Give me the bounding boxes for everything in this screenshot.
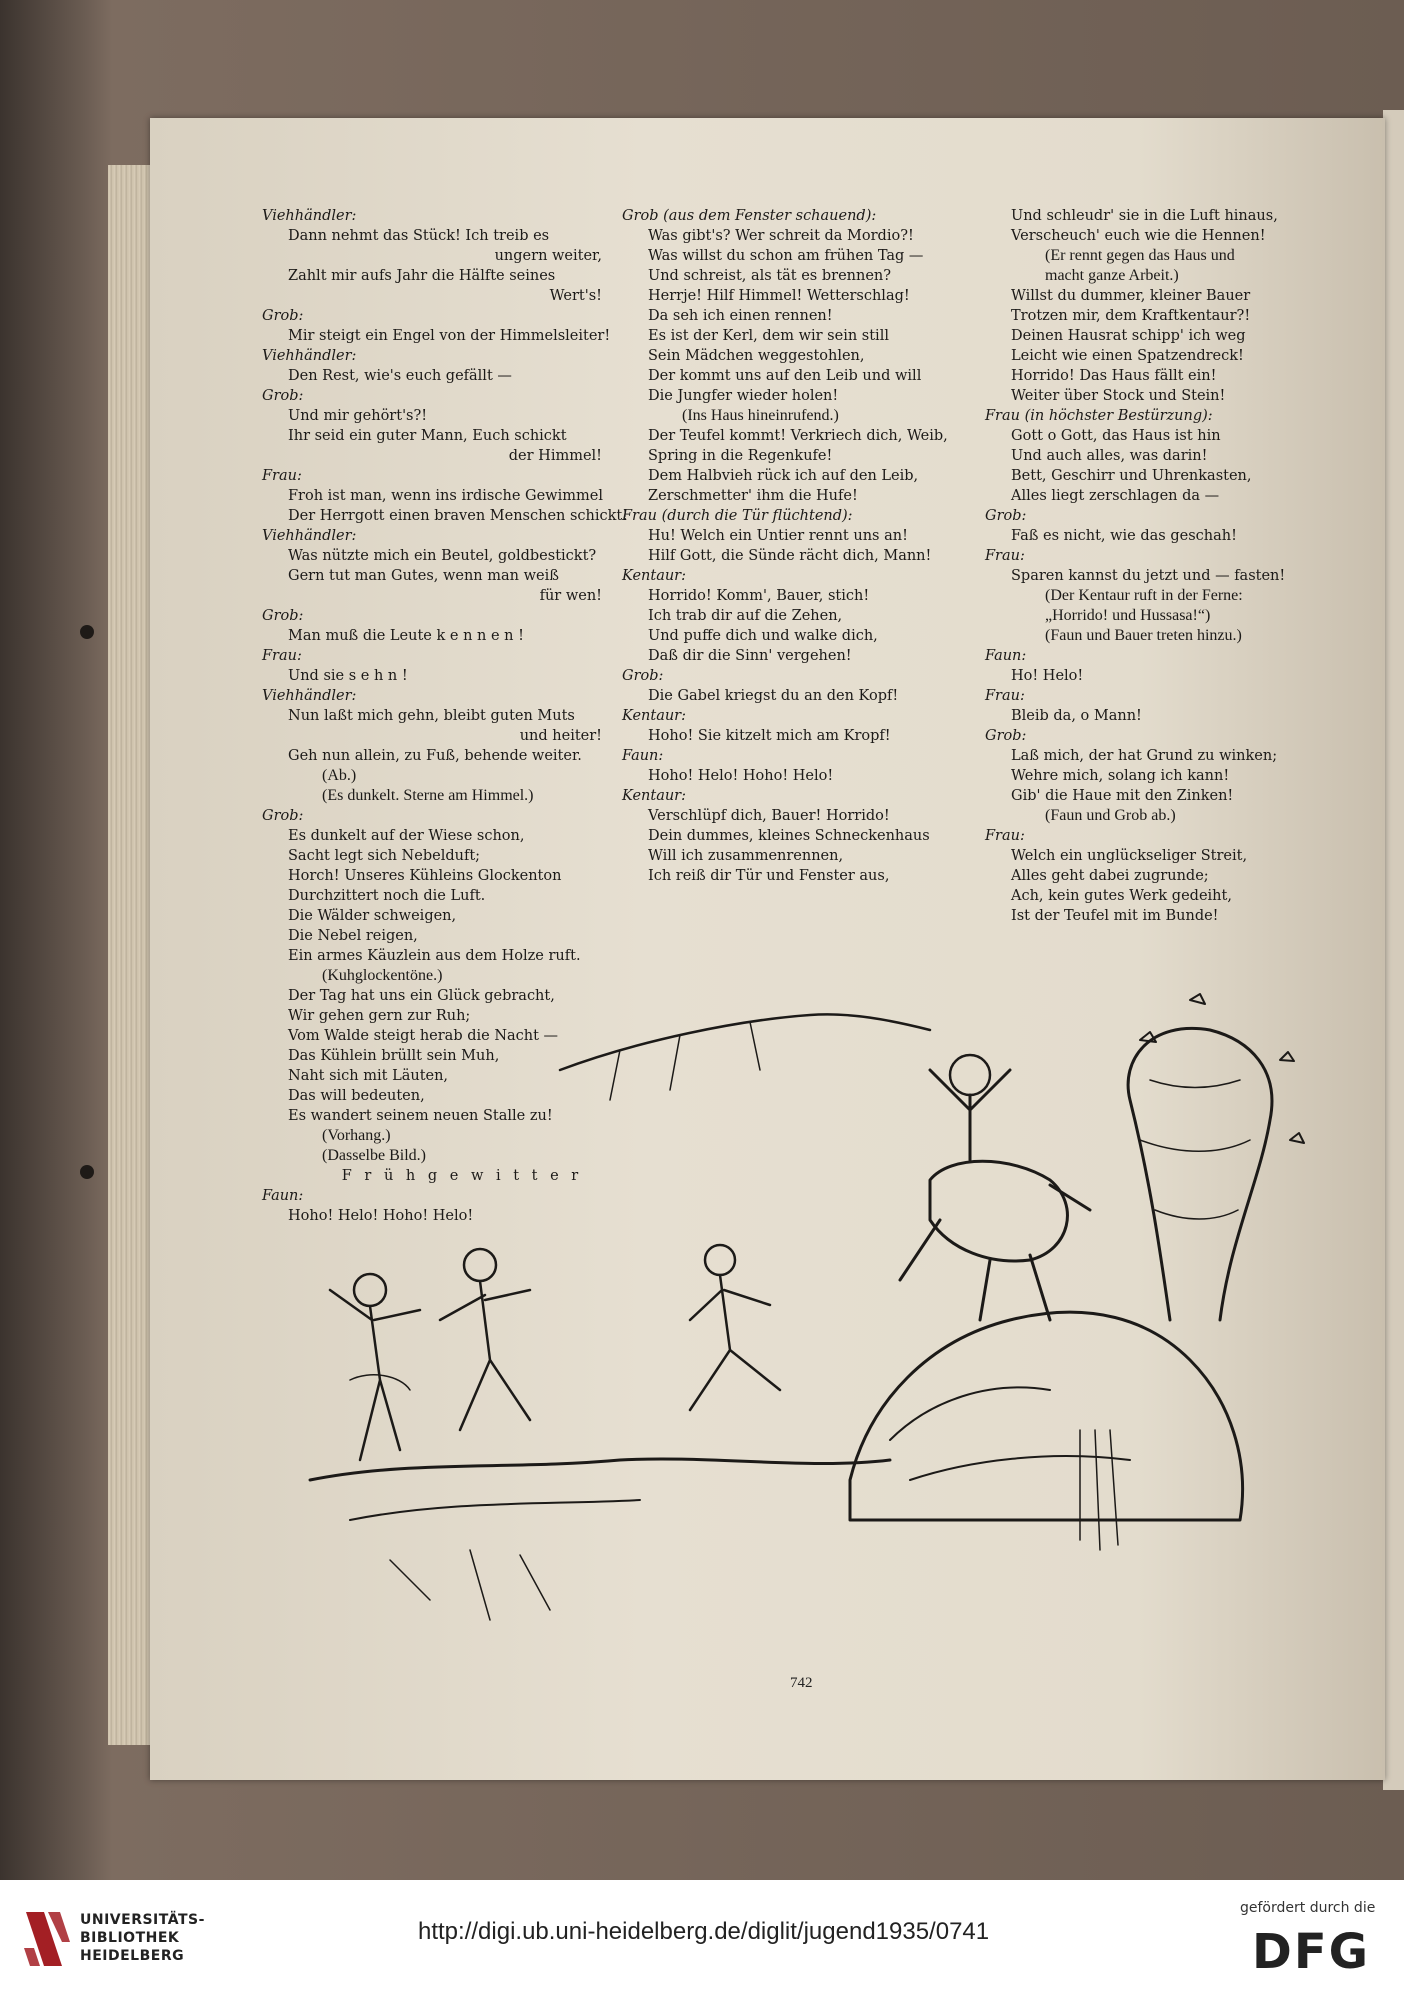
verse-line: Was gibt's? Wer schreit da Mordio?! bbox=[648, 228, 914, 244]
verse-line: Ich reiß dir Tür und Fenster aus, bbox=[648, 868, 890, 884]
page-number: 742 bbox=[790, 1675, 813, 1691]
university-name-line3: HEIDELBERG bbox=[80, 1948, 185, 1964]
facing-page-edge bbox=[1383, 110, 1404, 1790]
verse-line: Ho! Helo! bbox=[1011, 668, 1084, 684]
verse-line: Will ich zusammenrennen, bbox=[648, 848, 844, 864]
stage-direction: „Horrido! und Hussasa!“) bbox=[1045, 607, 1211, 624]
speaker-label: Grob (aus dem Fenster schauend): bbox=[622, 208, 877, 224]
verse-line: Es dunkelt auf der Wiese schon, bbox=[288, 828, 525, 844]
speaker-label: Grob: bbox=[262, 308, 304, 324]
verse-line: Die Nebel reigen, bbox=[288, 928, 418, 944]
verse-line: Verscheuch' euch wie die Hennen! bbox=[1011, 228, 1266, 244]
verse-line: Daß dir die Sinn' vergehen! bbox=[648, 648, 852, 664]
verse-line: Bleib da, o Mann! bbox=[1011, 708, 1142, 724]
verse-line: Verschlüpf dich, Bauer! Horrido! bbox=[648, 808, 890, 824]
verse-line: Der kommt uns auf den Leib und will bbox=[648, 368, 922, 384]
verse-line: Ihr seid ein guter Mann, Euch schickt bbox=[288, 428, 567, 444]
verse-line: Zerschmetter' ihm die Hufe! bbox=[648, 488, 858, 504]
verse-line: Mir steigt ein Engel von der Himmelsleiter! bbox=[288, 328, 611, 344]
verse-line: Nun laßt mich gehn, bleibt guten Muts bbox=[288, 708, 575, 724]
verse-line: Und schreist, als tät es brennen? bbox=[648, 268, 892, 284]
binding-rivet bbox=[80, 625, 94, 639]
verse-line: Wehre mich, solang ich kann! bbox=[1011, 768, 1230, 784]
speaker-label: Viehhändler: bbox=[262, 528, 357, 544]
verse-line: Horrido! Komm', Bauer, stich! bbox=[648, 588, 870, 604]
verse-line: Vom Walde steigt herab die Nacht — bbox=[288, 1028, 559, 1044]
speaker-label: Grob: bbox=[985, 728, 1027, 744]
verse-line: Wert's! bbox=[549, 288, 602, 304]
verse-line: Spring in die Regenkufe! bbox=[648, 448, 833, 464]
verse-line: Hu! Welch ein Untier rennt uns an! bbox=[648, 528, 908, 544]
verse-line: Und schleudr' sie in die Luft hinaus, bbox=[1011, 208, 1278, 224]
speaker-label: Viehhändler: bbox=[262, 688, 357, 704]
verse-line: Hoho! Helo! Hoho! Helo! bbox=[648, 768, 834, 784]
verse-line: Hoho! Helo! Hoho! Helo! bbox=[288, 1208, 474, 1224]
speaker-label: Frau (in höchster Bestürzung): bbox=[985, 408, 1213, 424]
verse-line: Die Jungfer wieder holen! bbox=[648, 388, 839, 404]
ink-illustration-centaur-faun bbox=[290, 960, 1340, 1660]
verse-line: Der Teufel kommt! Verkriech dich, Weib, bbox=[648, 428, 948, 444]
verse-line: Und auch alles, was darin! bbox=[1011, 448, 1208, 464]
verse-line: Die Gabel kriegst du an den Kopf! bbox=[648, 688, 899, 704]
verse-line: Weiter über Stock und Stein! bbox=[1011, 388, 1226, 404]
speaker-label: Faun: bbox=[985, 648, 1027, 664]
stage-direction: (Ab.) bbox=[322, 767, 357, 784]
verse-line: und heiter! bbox=[519, 728, 602, 744]
speaker-label: Frau: bbox=[985, 828, 1025, 844]
verse-line: Die Wälder schweigen, bbox=[288, 908, 457, 924]
verse-line: Und mir gehört's?! bbox=[288, 408, 428, 424]
dfg-logo: DFG bbox=[1252, 1924, 1371, 1980]
stage-direction: (Vorhang.) bbox=[322, 1127, 391, 1144]
verse-line: Gib' die Haue mit den Zinken! bbox=[1011, 788, 1234, 804]
verse-line: Sein Mädchen weggestohlen, bbox=[648, 348, 865, 364]
verse-line: Man muß die Leute k e n n e n ! bbox=[288, 628, 524, 644]
verse-line: Laß mich, der hat Grund zu winken; bbox=[1011, 748, 1278, 764]
verse-line: Ein armes Käuzlein aus dem Holze ruft. bbox=[288, 948, 581, 964]
stage-direction: (Es dunkelt. Sterne am Himmel.) bbox=[322, 787, 534, 804]
verse-line: Da seh ich einen rennen! bbox=[648, 308, 833, 324]
verse-line: Ist der Teufel mit im Bunde! bbox=[1011, 908, 1219, 924]
speaker-label: Frau: bbox=[262, 648, 302, 664]
verse-line: Sacht legt sich Nebelduft; bbox=[288, 848, 481, 864]
verse-line: der Himmel! bbox=[508, 448, 602, 464]
verse-line: für wen! bbox=[539, 588, 602, 604]
verse-line: Bett, Geschirr und Uhrenkasten, bbox=[1011, 468, 1252, 484]
speaker-label: Grob: bbox=[262, 608, 304, 624]
verse-line: Der Herrgott einen braven Menschen schickt! bbox=[288, 508, 629, 524]
speaker-label: Kentaur: bbox=[622, 788, 686, 804]
verse-line: Das will bedeuten, bbox=[288, 1088, 425, 1104]
verse-line: Froh ist man, wenn ins irdische Gewimmel bbox=[288, 488, 603, 504]
speaker-label: Faun: bbox=[622, 748, 664, 764]
verse-line: Es ist der Kerl, dem wir sein still bbox=[648, 328, 889, 344]
verse-line: Trotzen mir, dem Kraftkentaur?! bbox=[1011, 308, 1251, 324]
verse-line: Es wandert seinem neuen Stalle zu! bbox=[288, 1108, 553, 1124]
verse-line: Dann nehmt das Stück! Ich treib es bbox=[288, 228, 550, 244]
scene-title: F r ü h g e w i t t e r bbox=[341, 1168, 583, 1184]
stage-direction: (Er rennt gegen das Haus und bbox=[1045, 247, 1235, 264]
verse-line: Deinen Hausrat schipp' ich weg bbox=[1011, 328, 1246, 344]
text-column-right bbox=[985, 206, 1305, 926]
speaker-label: Frau: bbox=[985, 688, 1025, 704]
verse-line: Dem Halbvieh rück ich auf den Leib, bbox=[648, 468, 919, 484]
speaker-label: Kentaur: bbox=[622, 708, 686, 724]
stage-direction: (Kuhglockentöne.) bbox=[322, 967, 443, 984]
verse-line: Horrido! Das Haus fällt ein! bbox=[1011, 368, 1217, 384]
stage-direction: (Faun und Bauer treten hinzu.) bbox=[1045, 627, 1242, 644]
verse-line: Was nützte mich ein Beutel, goldbestickt? bbox=[288, 548, 597, 564]
verse-line: Durchzittert noch die Luft. bbox=[288, 888, 486, 904]
verse-line: ungern weiter, bbox=[494, 248, 602, 264]
speaker-label: Kentaur: bbox=[622, 568, 686, 584]
verse-line: Hilf Gott, die Sünde rächt dich, Mann! bbox=[648, 548, 932, 564]
verse-line: Und sie s e h n ! bbox=[288, 668, 408, 684]
verse-line: Faß es nicht, wie das geschah! bbox=[1011, 528, 1237, 544]
verse-line: Was willst du schon am frühen Tag — bbox=[648, 248, 924, 264]
funding-caption: gefördert durch die bbox=[1240, 1900, 1376, 1916]
verse-line: Dein dummes, kleines Schneckenhaus bbox=[648, 828, 930, 844]
verse-line: Herrje! Hilf Himmel! Wetterschlag! bbox=[648, 288, 910, 304]
verse-line: Ich trab dir auf die Zehen, bbox=[648, 608, 843, 624]
verse-line: Wir gehen gern zur Ruh; bbox=[288, 1008, 471, 1024]
binding-rivet bbox=[80, 1165, 94, 1179]
speaker-label: Grob: bbox=[262, 388, 304, 404]
stage-direction: (Faun und Grob ab.) bbox=[1045, 807, 1176, 824]
verse-line: Zahlt mir aufs Jahr die Hälfte seines bbox=[288, 268, 556, 284]
verse-line: Horch! Unseres Kühleins Glockenton bbox=[288, 868, 562, 884]
verse-line: Alles geht dabei zugrunde; bbox=[1011, 868, 1209, 884]
speaker-label: Viehhändler: bbox=[262, 348, 357, 364]
speaker-label: Grob: bbox=[985, 508, 1027, 524]
verse-line: Leicht wie einen Spatzendreck! bbox=[1011, 348, 1244, 364]
verse-line: Welch ein unglückseliger Streit, bbox=[1011, 848, 1248, 864]
stage-direction: (Der Kentaur ruft in der Ferne: bbox=[1045, 587, 1243, 604]
stage-direction: (Dasselbe Bild.) bbox=[322, 1147, 426, 1164]
verse-line: Geh nun allein, zu Fuß, behende weiter. bbox=[288, 748, 582, 764]
verse-line: Willst du dummer, kleiner Bauer bbox=[1011, 288, 1251, 304]
university-name-line2: BIBLIOTHEK bbox=[80, 1930, 180, 1946]
verse-line: Der Tag hat uns ein Glück gebracht, bbox=[288, 988, 555, 1004]
speaker-label: Faun: bbox=[262, 1188, 304, 1204]
verse-line: Naht sich mit Läuten, bbox=[288, 1068, 449, 1084]
verse-line: Das Kühlein brüllt sein Muh, bbox=[288, 1048, 500, 1064]
verse-line: Hoho! Sie kitzelt mich am Kropf! bbox=[648, 728, 891, 744]
stage-direction: macht ganze Arbeit.) bbox=[1045, 267, 1179, 284]
speaker-label: Frau: bbox=[985, 548, 1025, 564]
speaker-label: Frau: bbox=[262, 468, 302, 484]
speaker-label: Grob: bbox=[262, 808, 304, 824]
stage-direction: (Ins Haus hineinrufend.) bbox=[682, 407, 839, 424]
speaker-label: Viehhändler: bbox=[262, 208, 357, 224]
source-url-link[interactable]: http://digi.ub.uni-heidelberg.de/diglit/jugend1935/0741 bbox=[418, 1918, 990, 1945]
verse-line: Alles liegt zerschlagen da — bbox=[1011, 488, 1220, 504]
verse-line: Den Rest, wie's euch gefällt — bbox=[288, 368, 512, 384]
verse-line: Sparen kannst du jetzt und — fasten! bbox=[1011, 568, 1286, 584]
speaker-label: Frau (durch die Tür flüchtend): bbox=[622, 508, 853, 524]
verse-line: Gott o Gott, das Haus ist hin bbox=[1011, 428, 1221, 444]
speaker-label: Grob: bbox=[622, 668, 664, 684]
university-name-line1: UNIVERSITÄTS- bbox=[80, 1912, 205, 1928]
footer-bar bbox=[0, 1880, 1404, 1996]
verse-line: Ach, kein gutes Werk gedeiht, bbox=[1011, 888, 1232, 904]
text-column-middle bbox=[622, 206, 967, 886]
university-library-logo-icon bbox=[22, 1908, 72, 1970]
verse-line: Und puffe dich und walke dich, bbox=[648, 628, 878, 644]
verse-line: Gern tut man Gutes, wenn man weiß bbox=[288, 568, 559, 584]
